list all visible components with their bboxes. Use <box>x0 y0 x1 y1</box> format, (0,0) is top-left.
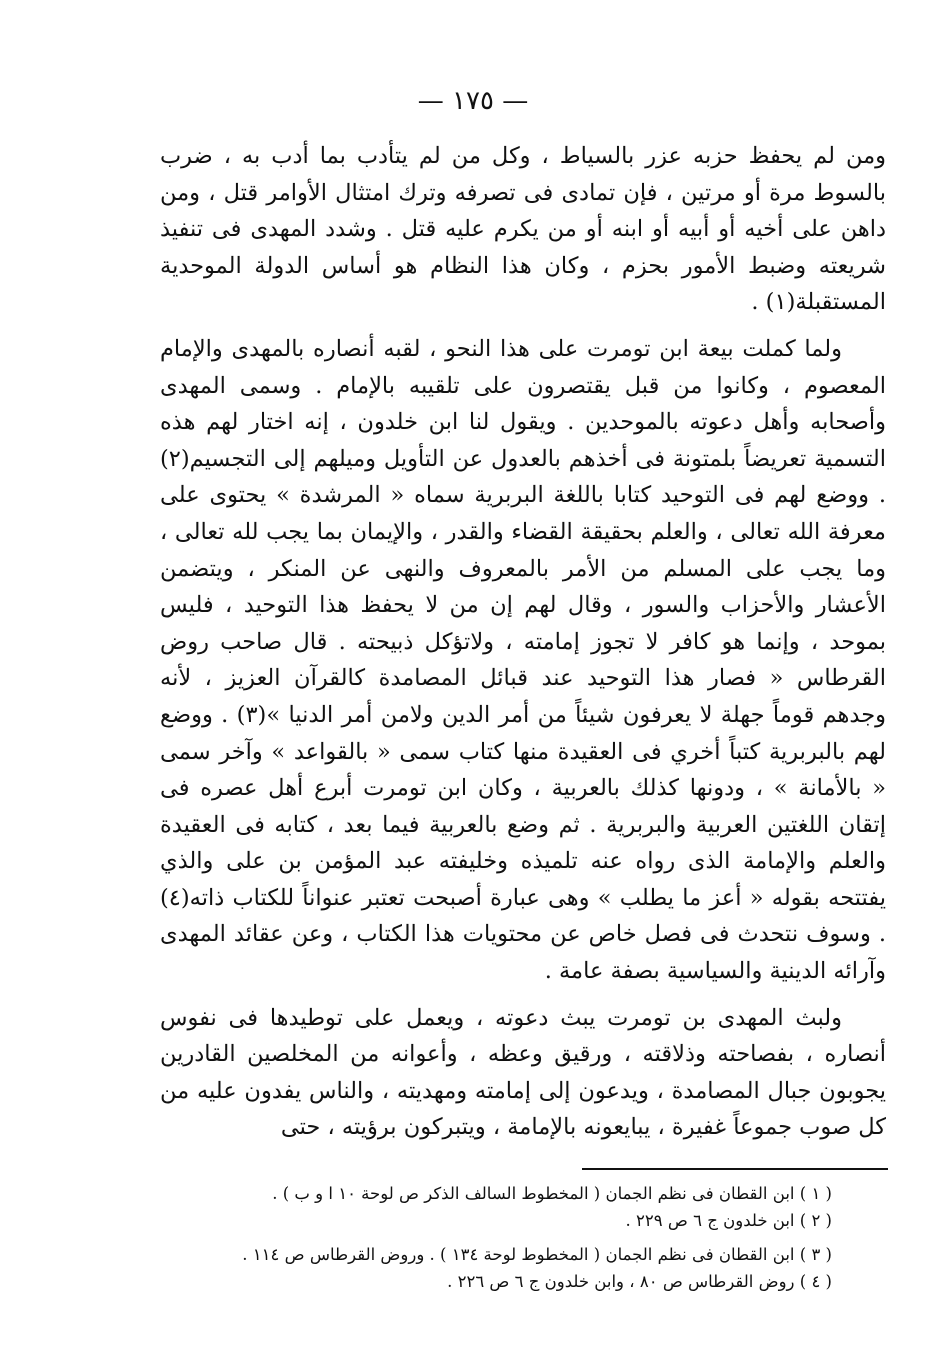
paragraph-continuation: ومن لم يحفظ حزبه عزر بالسياط ، وكل من لم يتأدب بما أدب به ، ضرب بالسوط مرة أو مرتين ، فإن تمادى فى تصرفه وترك امتثال الأوامر قتل ، ومن داهن على أخيه أو أبيه أو ابنه أو من يكرم عليه قتل . وشدد المهدى فى تنفيذ شريعته وضبط الأمور بحزم ، وكان هذا النظام هو أساس الدولة الموحدية المستقبلة(١) . <box>160 143 886 316</box>
page-number: — ١٧٥ — <box>417 86 529 116</box>
footnote-1: ( ١ ) ابن القطان فى نظم الجمان ( المخطوط السالف الذكر ص لوحة ١٠ ا و ب ) . <box>272 1184 832 1203</box>
main-text <box>160 138 886 1146</box>
footnote-4: ( ٤ ) روض القرطاس ص ٨٠ ، وابن خلدون ج ٦ ص ٢٢٦ . <box>447 1272 832 1291</box>
footnote-3: ( ٣ ) ابن القطان فى نظم الجمان ( المخطوط لوحة ١٣٤ ) . وروض القرطاس ص ١١٤ . <box>242 1245 832 1264</box>
footnote-separator <box>582 1168 888 1170</box>
paragraph-spreading-call: ولبث المهدى بن تومرت يبث دعوته ، ويعمل على توطيدها فى نفوس أنصاره ، بفصاحته وذلاقته ، ورقيق وعظه ، وأعوانه من المخلصين القادرين يجوبون جبال المصامدة ، ويدعون إلى إمامته ومهديته ، والناس يفدون عليه من كل صوب جموعاً غفيرة ، يبايعونه بالإمامة ، ويتبركون برؤيته ، حتى <box>160 1004 886 1141</box>
footnote-2: ( ٢ ) ابن خلدون ج ٦ ص ٢٢٩ . <box>625 1211 832 1230</box>
paragraph-bay'a-and-tawhid: ولما كملت بيعة ابن تومرت على هذا النحو ، لقبه أنصاره بالمهدى والإمام المعصوم ، وكانوا من قبل يقتصرون على تلقيبه بالإمام . وسمى المهدى وأصحابه وأهل دعوته بالموحدين . ويقول لنا ابن خلدون ، إنه اختار لهم هذه التسمية تعريضاً بلمتونة فى أخذهم بالعدول عن التأويل وميلهم إلى التجسيم(٢) . ووضع لهم فى التوحيد كتابا باللغة البربرية سماه « المرشدة » يحتوى على معرفة الله تعالى ، والعلم بحقيقة القضاء والقدر ، والإيمان بما يجب لله تعالى ، وما يجب على المسلم من الأمر بالمعروف والنهى عن المنكر ، ويتضمن الأعشار والأحزاب والسور ، وقال لهم إن من لا يحفظ هذا التوحيد ، فليس بموحد ، وإنما هو كافر لا تجوز إمامته ، ولاتؤكل ذبيحته . قال صاحب روض القرطاس « فصار هذا التوحيد عند قبائل المصامدة كالقرآن العزيز ، لأنه وجدهم قوماً جهلة لا يعرفون شيئاً من أمر الدين ولامن أمر الدنيا »(٣) . ووضع لهم بالبربرية كتباً أخري فى العقيدة منها كتاب سمى « بالقواعد » وآخر سمى « بالأمانة » ، ودونها كذلك بالعربية ، وكان ابن تومرت أبرع أهل عصره فى إتقان اللغتين العربية والبربرية . ثم وضع بالعربية فيما بعد ، كتابه فى العقيدة والعلم والإمامة الذى رواه عنه تلميذه وخليفته عبد المؤمن بن على والذي يفتتحه بقوله « أعز ما يطلب » وهى عبارة أصبحت تعتبر عنواناً للكتاب ذاته(٤) . وسوف نتحدث فى فصل خاص عن محتويات هذا الكتاب ، وعن عقائد المهدى وآرائه الدينية والسياسية بصفة عامة . <box>160 335 886 985</box>
footnotes <box>200 1180 832 1295</box>
